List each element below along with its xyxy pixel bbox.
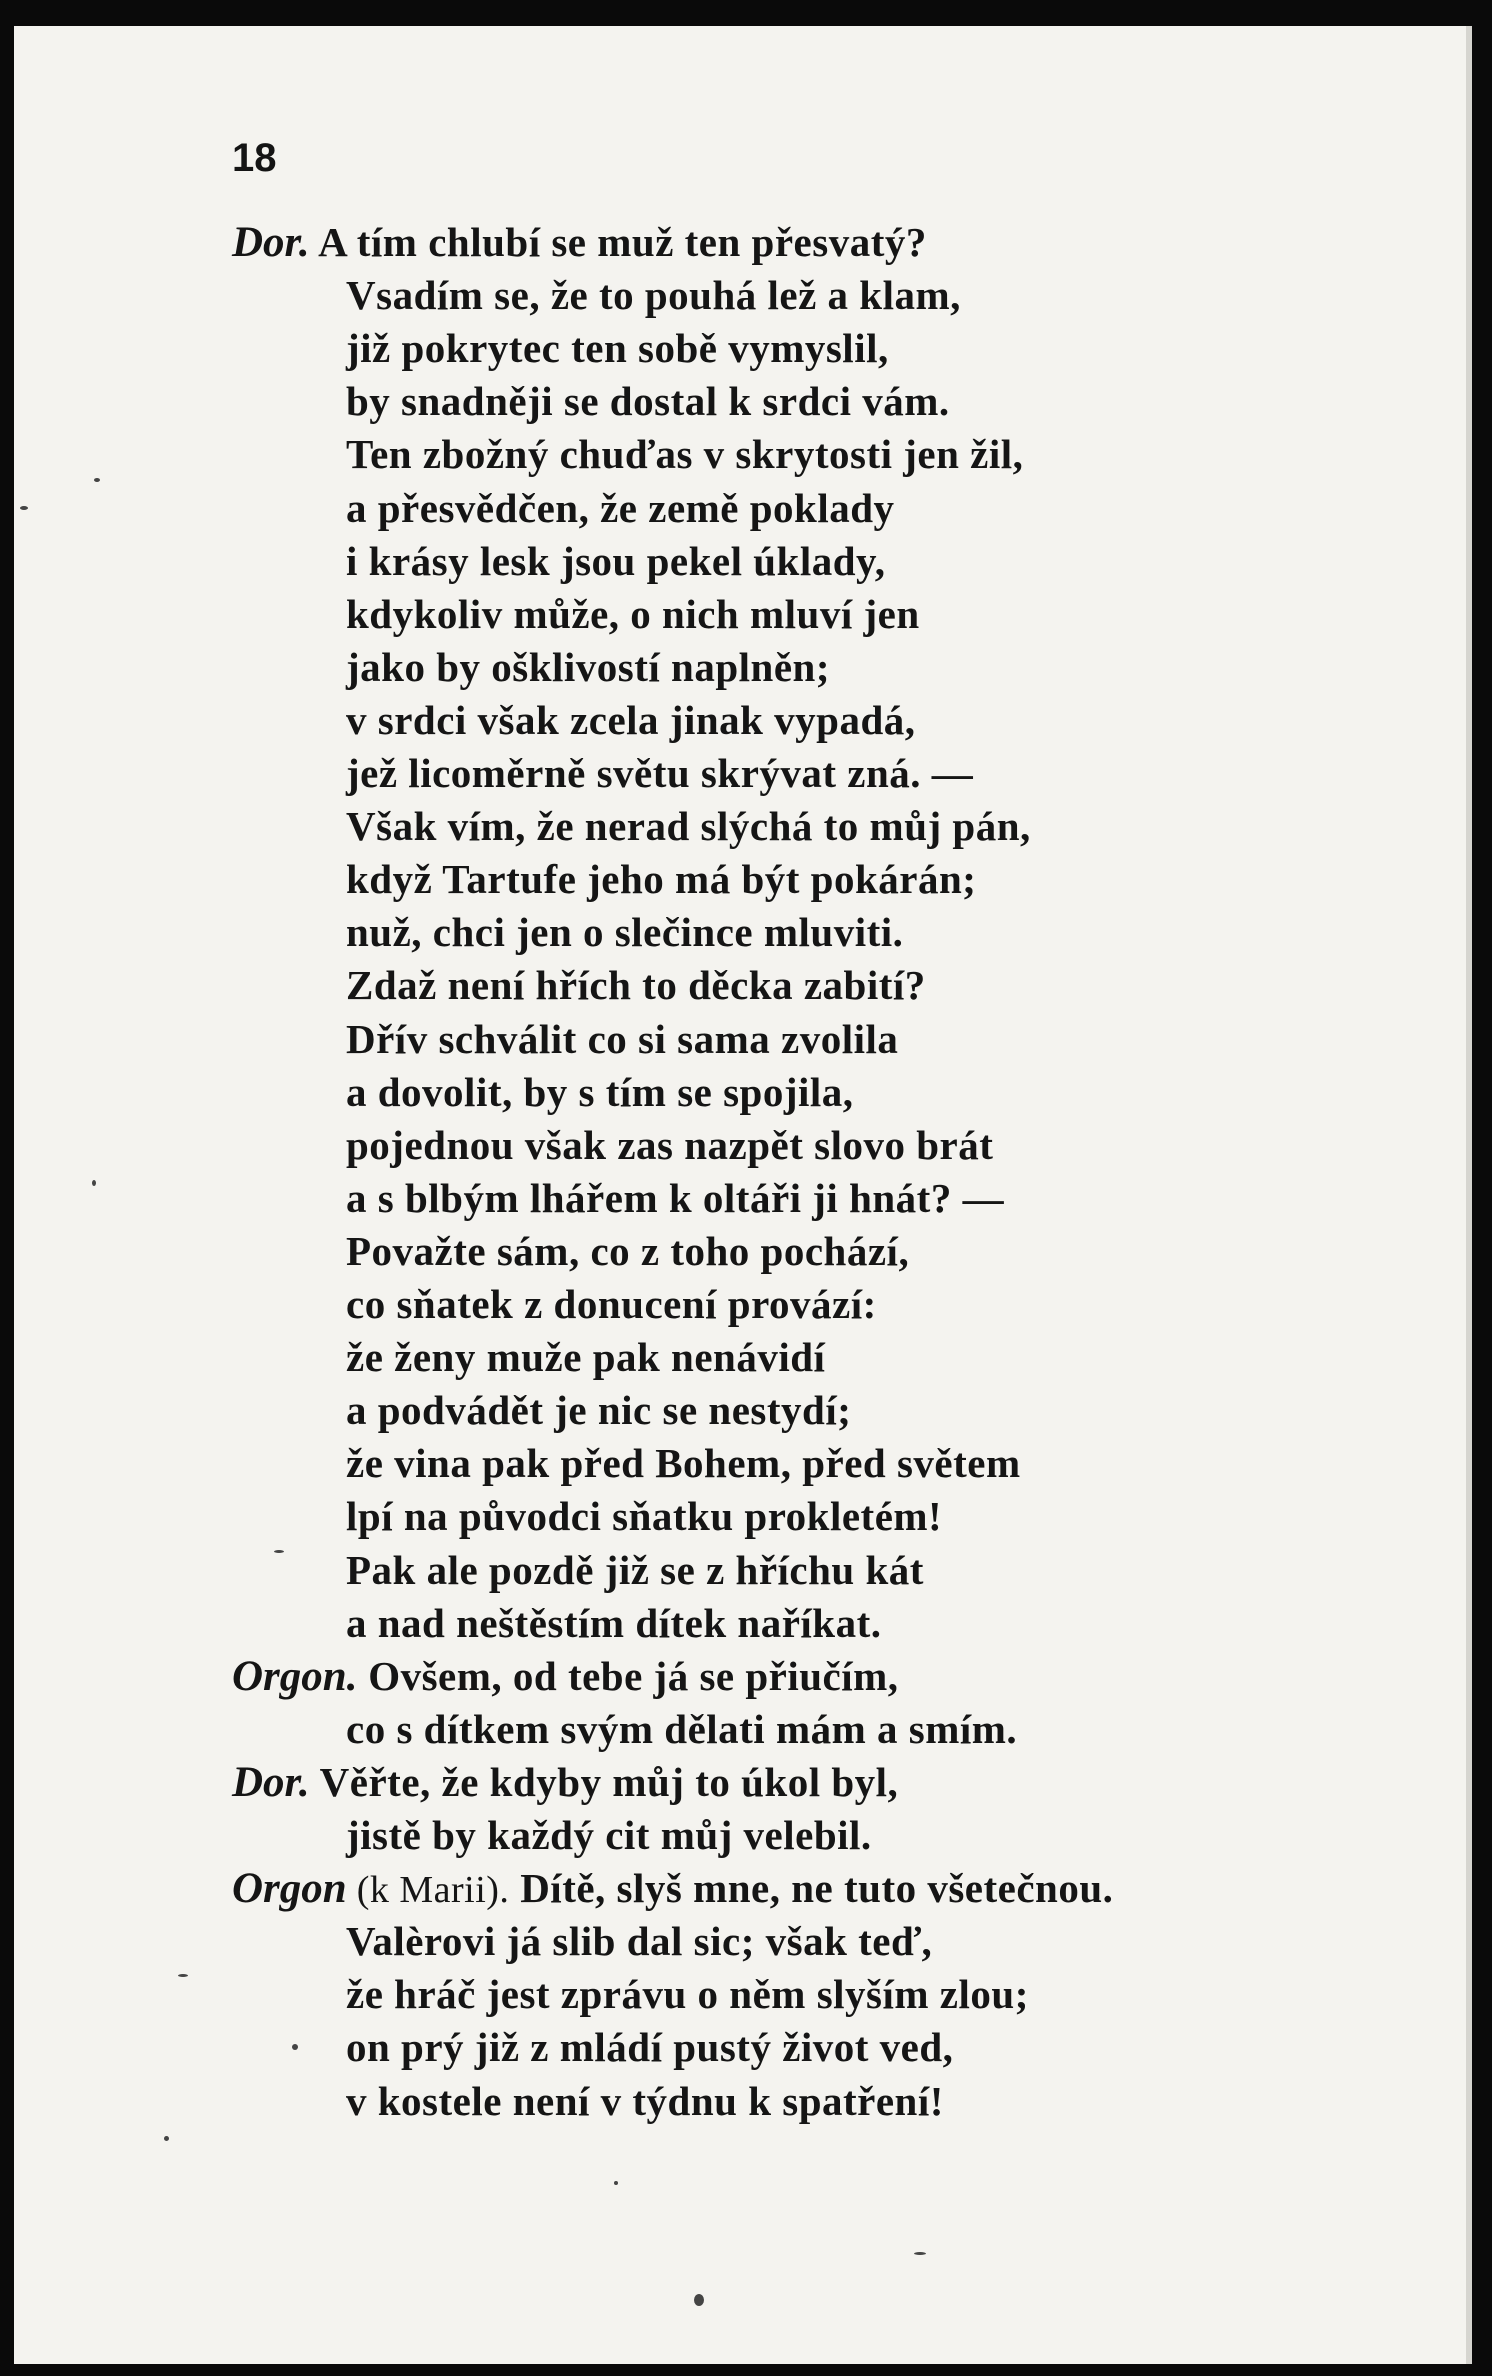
verse-text: lpí na původci sňatku prokletém! bbox=[346, 1493, 943, 1540]
verse-text: Ovšem, od tebe já se přiučím, bbox=[357, 1652, 899, 1699]
verse-line bbox=[346, 375, 950, 428]
verse-text: Dřív schválit co si sama zvolila bbox=[346, 1015, 899, 1062]
verse-text: co s dítkem svým dělati mám a smím. bbox=[346, 1705, 1018, 1752]
verse-line bbox=[346, 322, 889, 375]
verse-text: že hráč jest zprávu o něm slyším zlou; bbox=[346, 1971, 1029, 2018]
verse-text: Však vím, že nerad slýchá to můj pán, bbox=[346, 803, 1031, 850]
verse-text: a podvádět je nic se nestydí; bbox=[346, 1387, 852, 1434]
verse-text: že ženy muže pak nenávidí bbox=[346, 1334, 826, 1381]
verse-line bbox=[346, 641, 830, 694]
verse-text: co sňatek z donucení provází: bbox=[346, 1281, 877, 1327]
verse-line bbox=[346, 800, 1031, 853]
verse-text: by snadněji se dostal k srdci vám. bbox=[346, 378, 950, 425]
verse-text: kdykoliv může, o nich mluví jen bbox=[346, 590, 920, 637]
verse-line bbox=[346, 1490, 942, 1543]
verse-text: Považte sám, co z toho pochází, bbox=[346, 1227, 910, 1274]
verse-line bbox=[232, 216, 927, 269]
verse-line bbox=[346, 1172, 1004, 1225]
verse-text: v srdci však zcela jinak vypadá, bbox=[346, 696, 916, 743]
verse-line bbox=[346, 482, 895, 535]
scan-speck bbox=[178, 1974, 188, 1977]
verse-text: když Tartufe jeho má být pokárán; bbox=[346, 856, 977, 903]
verse-line bbox=[346, 1544, 924, 1597]
verse-line bbox=[346, 694, 916, 747]
verse-text: a přesvědčen, že země poklady bbox=[346, 484, 895, 531]
verse-line bbox=[346, 428, 1023, 481]
verse-line bbox=[346, 269, 961, 322]
scan-speck bbox=[614, 2181, 618, 2185]
verse-line bbox=[346, 2075, 944, 2128]
speaker-name: Dor. bbox=[232, 219, 310, 266]
page-edge bbox=[1466, 26, 1472, 2364]
verse-text: Zdaž není hřích to děcka zabití? bbox=[346, 962, 926, 1009]
verse-text: jistě by každý cit můj velebil. bbox=[346, 1812, 872, 1858]
verse-line bbox=[346, 1437, 1021, 1490]
verse-line bbox=[346, 1915, 932, 1968]
verse-text: nuž, chci jen o slečince mluviti. bbox=[346, 909, 904, 956]
verse-line bbox=[346, 2021, 953, 2074]
verse-line bbox=[232, 1650, 899, 1703]
verse-line bbox=[346, 1703, 1017, 1756]
verse-text: v kostele není v týdnu k spatření! bbox=[346, 2077, 944, 2124]
verse-line bbox=[346, 1013, 898, 1066]
verse-text: jež licoměrně světu skrývat zná. — bbox=[346, 750, 974, 796]
verse-line bbox=[232, 1756, 898, 1809]
verse-line bbox=[346, 906, 903, 959]
scan-speck bbox=[94, 478, 100, 482]
verse-text: i krásy lesk jsou pekel úklady, bbox=[346, 537, 886, 584]
verse-text: že vina pak před Bohem, před světem bbox=[346, 1440, 1021, 1487]
verse-text: pojednou však zas nazpět slovo brát bbox=[346, 1121, 994, 1168]
verse-text: A tím chlubí se muž ten přesvatý? bbox=[309, 219, 927, 265]
verse-line bbox=[346, 1119, 993, 1172]
page-number: 18 bbox=[232, 136, 277, 180]
verse-line bbox=[346, 1066, 854, 1119]
verse-text: a nad neštěstím dítek naříkat. bbox=[346, 1599, 882, 1646]
verse-text: a dovolit, by s tím se spojila, bbox=[346, 1068, 854, 1115]
verse-text: a s blbým lhářem k oltáři ji hnát? — bbox=[346, 1174, 1005, 1221]
book-page bbox=[14, 26, 1472, 2364]
scan-speck bbox=[914, 2252, 926, 2255]
verse-line bbox=[346, 853, 976, 906]
verse-line bbox=[346, 747, 973, 800]
scan-speck bbox=[292, 2044, 298, 2050]
verse-text: Valèrovi já slib dal sic; však teď, bbox=[346, 1918, 933, 1965]
verse-text: jako by ošklivostí naplněn; bbox=[346, 643, 830, 690]
verse-line bbox=[346, 1597, 882, 1650]
verse-text: Vsadím se, že to pouhá lež a klam, bbox=[346, 272, 961, 319]
verse-text: Věřte, že kdyby můj to úkol byl, bbox=[309, 1758, 899, 1805]
verse-text: Pak ale pozdě již se z hříchu kát bbox=[346, 1546, 924, 1593]
scan-speck bbox=[164, 2136, 169, 2141]
verse-line bbox=[346, 959, 926, 1012]
verse-line bbox=[346, 1225, 909, 1278]
speaker-name: Dor. bbox=[232, 1758, 310, 1806]
speaker-name: Orgon. bbox=[232, 1652, 358, 1700]
verse-line bbox=[346, 1278, 877, 1331]
verse-line bbox=[346, 1968, 1029, 2021]
scan-speck bbox=[92, 1180, 96, 1186]
verse-text: Dítě, slyš mne, ne tuto všetečnou. bbox=[509, 1865, 1114, 1912]
verse-text: již pokrytec ten sobě vymyslil, bbox=[346, 325, 889, 372]
speaker-name: Orgon bbox=[232, 1865, 347, 1913]
verse-text: on prý již z mládí pustý život ved, bbox=[346, 2024, 954, 2071]
verse-line bbox=[346, 535, 886, 588]
scan-speck bbox=[694, 2294, 704, 2306]
stage-direction: (k Marii). bbox=[346, 1869, 510, 1912]
verse-line bbox=[346, 1809, 872, 1862]
verse-line bbox=[346, 588, 920, 641]
scan-speck bbox=[20, 506, 28, 510]
scan-speck bbox=[274, 1550, 284, 1553]
verse-line bbox=[232, 1862, 1113, 1915]
verse-line bbox=[346, 1384, 851, 1437]
verse-text: Ten zbožný chuďas v skrytosti jen žil, bbox=[346, 431, 1024, 478]
verse-line bbox=[346, 1331, 825, 1384]
